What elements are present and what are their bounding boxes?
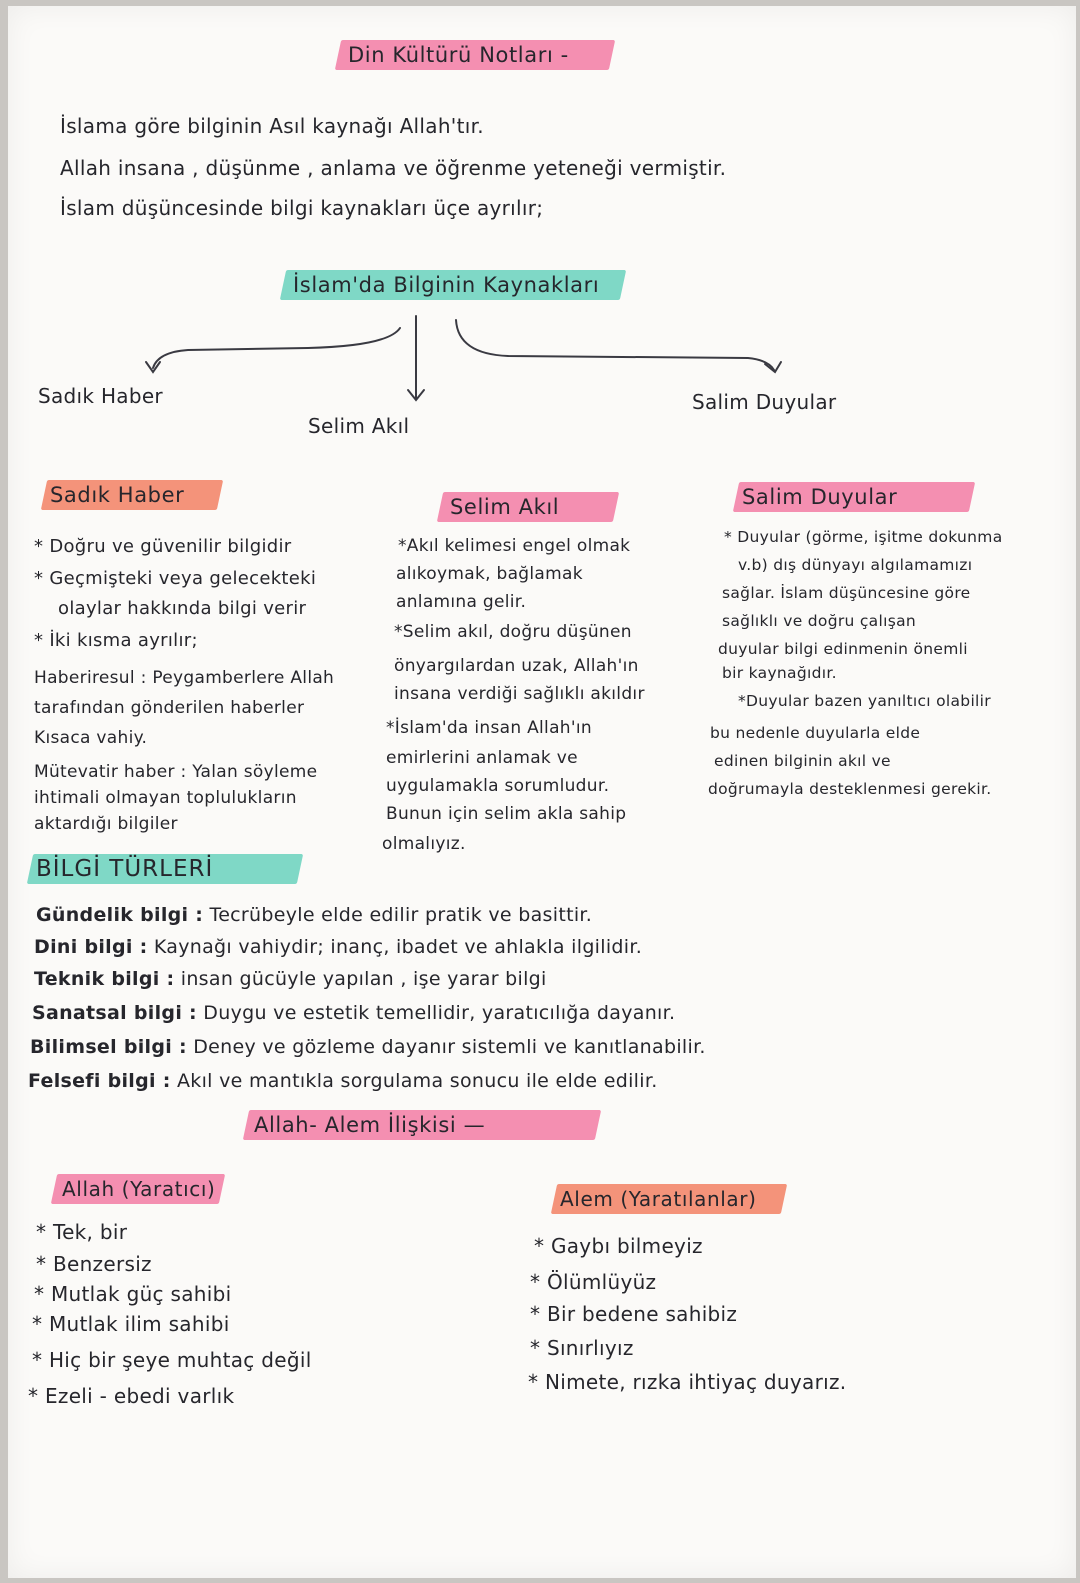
bilgi-item [34, 968, 547, 990]
yaratilan-item: * Bir bedene sahibiz [530, 1302, 738, 1326]
salim-line: doğrumayla desteklenmesi gerekir. [708, 780, 992, 798]
yaratilan-item: * Sınırlıyız [530, 1336, 634, 1360]
yaratilan-item: * Ölümlüyüz [530, 1270, 657, 1294]
intro-line: İslam düşüncesinde bilgi kaynakları üçe ayrılır; [60, 196, 544, 220]
sadik-line: olaylar hakkında bilgi verir [58, 598, 307, 619]
selim-heading: Selim Akıl [450, 495, 560, 519]
allah-item: * Mutlak güç sahibi [34, 1282, 232, 1306]
allah-item: * Mutlak ilim sahibi [32, 1312, 230, 1336]
bilgi-item-label: Felsefi bilgi : [28, 1070, 171, 1092]
diagram-node-left: Sadık Haber [38, 384, 163, 408]
sadik-line: aktardığı bilgiler [34, 814, 178, 834]
sadik-heading: Sadık Haber [50, 483, 185, 507]
selim-line: emirlerini anlamak ve [386, 748, 578, 768]
allah-item: * Hiç bir şeye muhtaç değil [32, 1348, 312, 1372]
selim-line: önyargılardan uzak, Allah'ın [394, 656, 639, 676]
sadik-line: * Doğru ve güvenilir bilgidir [34, 536, 292, 557]
page-title: Din Kültürü Notları - [348, 43, 569, 67]
salim-line: * Duyular (görme, işitme dokunma [724, 528, 1003, 546]
yaratilan-item: * Gaybı bilmeyiz [534, 1234, 703, 1258]
salim-line: bir kaynağıdır. [722, 664, 837, 682]
sadik-line: tarafından gönderilen haberler [34, 698, 305, 718]
salim-heading: Salim Duyular [742, 485, 898, 509]
allah-item: * Ezeli - ebedi varlık [28, 1384, 235, 1408]
bilgi-item-label: Sanatsal bilgi : [32, 1002, 197, 1024]
selim-line: *İslam'da insan Allah'ın [386, 718, 592, 738]
salim-line: sağlıklı ve doğru çalışan [722, 612, 916, 630]
selim-line: *Selim akıl, doğru düşünen [394, 622, 632, 642]
salim-line: duyular bilgi edinmenin önemli [718, 640, 968, 658]
bilgi-item [30, 1036, 706, 1058]
selim-line: uygulamakla sorumludur. [386, 776, 610, 796]
selim-line: alıkoymak, bağlamak [396, 564, 583, 584]
bilgi-item-text: Kaynağı vahiydir; inanç, ibadet ve ahlakla ilgilidir. [153, 936, 643, 958]
selim-line: *Akıl kelimesi engel olmak [398, 536, 631, 556]
arrow-right [456, 320, 774, 370]
salim-line: v.b) dış dünyayı algılamamızı [738, 556, 973, 574]
diagram-node-middle: Selim Akıl [308, 414, 410, 438]
bilgi-item [28, 1070, 658, 1092]
alem-heading: Allah- Alem İlişkisi — [254, 1113, 486, 1137]
intro-line: Allah insana , düşünme , anlama ve öğrenme yeteneği vermiştir. [60, 156, 727, 180]
bilgi-item-label: Teknik bilgi : [34, 968, 175, 990]
yaratilan-item: * Nimete, rızka ihtiyaç duyarız. [528, 1370, 847, 1394]
bilgi-item-text: insan gücüyle yapılan , işe yarar bilgi [180, 968, 547, 990]
diagram-node-right: Salim Duyular [692, 390, 837, 414]
diagram-root: İslam'da Bilginin Kaynakları [293, 273, 600, 297]
yaratilan-heading: Alem (Yaratılanlar) [560, 1187, 757, 1211]
bilgi-item-label: Dini bilgi : [34, 936, 148, 958]
sadik-line: Mütevatir haber : Yalan söyleme [34, 762, 318, 782]
sadik-line: ihtimali olmayan toplulukların [34, 788, 297, 808]
allah-heading: Allah (Yaratıcı) [62, 1177, 216, 1201]
bilgi-heading: BİLGİ TÜRLERİ [36, 856, 214, 882]
selim-line: olmalıyız. [382, 834, 466, 854]
selim-line: anlamına gelir. [396, 592, 527, 612]
notebook-page [8, 6, 1076, 1578]
salim-line: edinen bilginin akıl ve [714, 752, 891, 770]
bilgi-item-text: Duygu ve estetik temellidir, yaratıcılığa dayanır. [203, 1002, 676, 1024]
bilgi-item-text: Akıl ve mantıkla sorgulama sonucu ile elde edilir. [177, 1070, 658, 1092]
sadik-line: * İki kısma ayrılır; [34, 630, 198, 651]
intro-line: İslama göre bilginin Asıl kaynağı Allah'tır. [60, 114, 484, 138]
bilgi-item [36, 904, 592, 926]
selim-line: Bunun için selim akla sahip [386, 804, 627, 824]
sadik-line: * Geçmişteki veya gelecekteki [34, 568, 317, 589]
bilgi-item-label: Bilimsel bilgi : [30, 1036, 187, 1058]
bilgi-item [34, 936, 642, 958]
arrow-left [153, 328, 400, 368]
selim-line: insana verdiği sağlıklı akıldır [394, 684, 645, 704]
sadik-line: Kısaca vahiy. [34, 728, 148, 748]
sadik-line: Haberiresul : Peygamberlere Allah [34, 668, 335, 688]
bilgi-item [32, 1002, 675, 1024]
salim-line: *Duyular bazen yanıltıcı olabilir [738, 692, 991, 710]
diagram-arrows [8, 6, 1076, 466]
salim-line: bu nedenle duyularla elde [710, 724, 921, 742]
allah-item: * Benzersiz [36, 1252, 152, 1276]
bilgi-item-text: Deney ve gözleme dayanır sistemli ve kanıtlanabilir. [193, 1036, 706, 1058]
bilgi-item-label: Gündelik bilgi : [36, 904, 204, 926]
salim-line: sağlar. İslam düşüncesine göre [722, 584, 971, 602]
allah-item: * Tek, bir [36, 1220, 128, 1244]
bilgi-item-text: Tecrübeyle elde edilir pratik ve basittir. [209, 904, 593, 926]
